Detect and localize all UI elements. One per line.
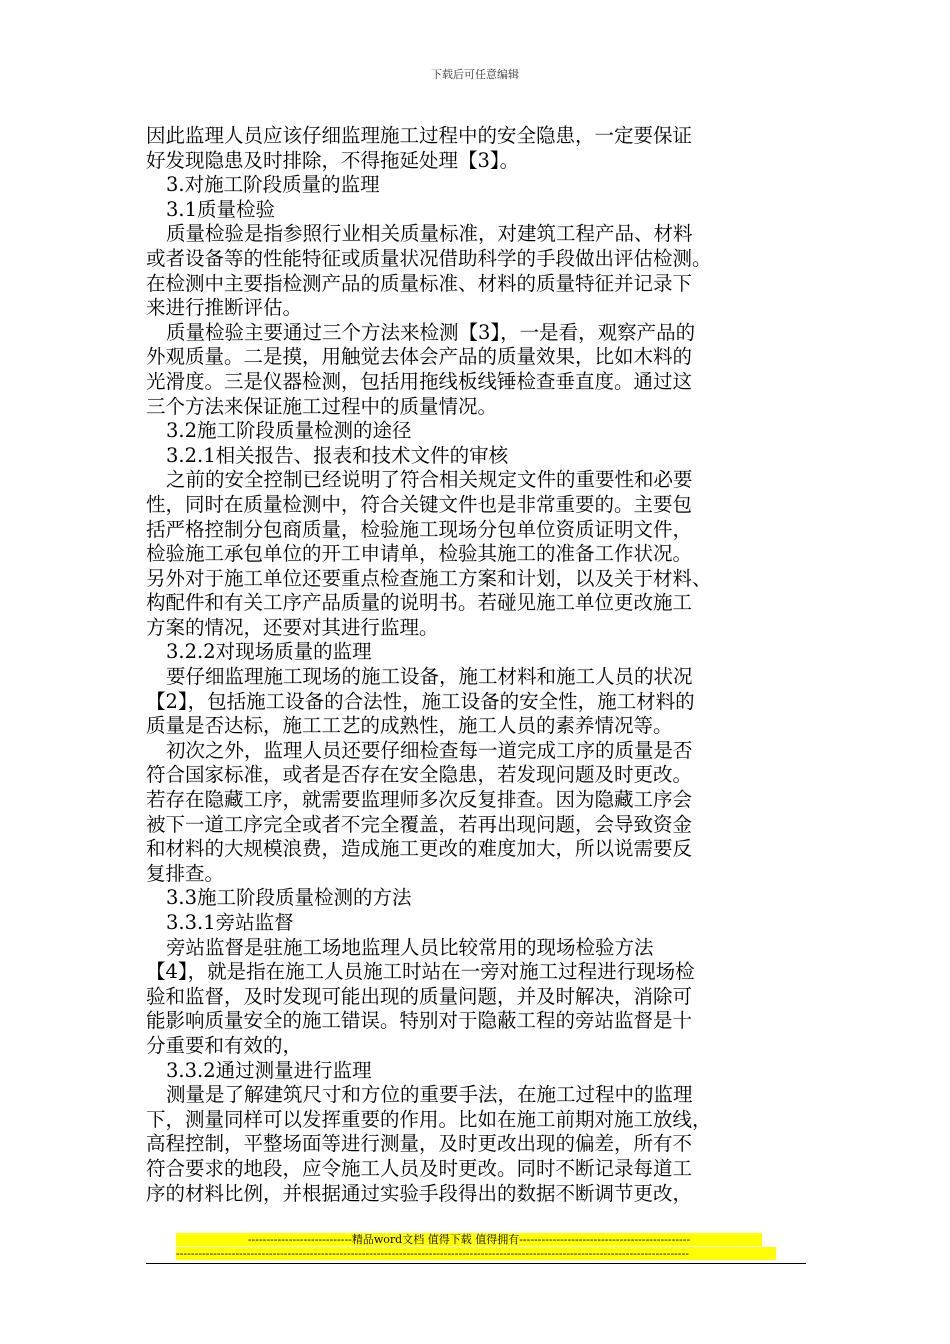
text-line: 性，同时在质量检测中，符合关键文件也是非常重要的。主要包 <box>146 492 693 516</box>
text-line: 之前的安全控制已经说明了符合相关规定文件的重要性和必要 <box>166 468 693 492</box>
text-line: 括严格控制分包商质量，检验施工现场分包单位资质证明文件， <box>146 517 693 541</box>
text-line: 下，测量同样可以发挥重要的作用。比如在施工前期对施工放线， <box>146 1107 712 1131</box>
text-line: 【4】，就是指在施工人员施工时站在一旁对施工过程进行现场检 <box>146 960 695 984</box>
text-line: 质量检验是指参照行业相关质量标准，对建筑工程产品、材料 <box>166 222 693 246</box>
text-line: 来进行推断评估。 <box>146 296 303 320</box>
text-line: 能影响质量安全的施工错误。特别对于隐蔽工程的旁站监督是十 <box>146 1009 693 1033</box>
text-line: 符合国家标准，或者是否存在安全隐患，若发现问题及时更改。 <box>146 763 693 787</box>
text-line: 另外对于施工单位还要重点检查施工方案和计划，以及关于材料、 <box>146 566 712 590</box>
footer-banner: ----------------------------精品word文档 值得下载 值得拥有---------------------------------------------- <box>176 1233 762 1246</box>
text-line: 序的材料比例，并根据通过实验手段得出的数据不断调节更改， <box>146 1181 693 1205</box>
text-line: 3.2.2对现场质量的监理 <box>166 640 372 664</box>
text-line: 光滑度。三是仪器检测，包括用拖线板线锤检查垂直度。通过这 <box>146 369 693 393</box>
text-line: 符合要求的地段，应令施工人员及时更改。同时不断记录每道工 <box>146 1156 693 1180</box>
document-body <box>146 124 806 1206</box>
text-line: 或者设备等的性能特征或质量状况借助科学的手段做出评估检测。 <box>146 246 712 270</box>
text-line: 验和监督，及时发现可能出现的质量问题，并及时解决，消除可 <box>146 984 693 1008</box>
text-line: 外观质量。二是摸，用触觉去体会产品的质量效果，比如木料的 <box>146 345 693 369</box>
text-line: 3.对施工阶段质量的监理 <box>166 173 380 197</box>
text-line: 要仔细监理施工现场的施工设备，施工材料和施工人员的状况 <box>166 665 693 689</box>
text-line: 因此监理人员应该仔细监理施工过程中的安全隐患，一定要保证 <box>146 124 693 147</box>
text-line: 方案的情况，还要对其进行监理。 <box>146 615 439 639</box>
text-line: 高程控制，平整场面等进行测量，及时更改出现的偏差，所有不 <box>146 1132 693 1156</box>
text-line: 初次之外，监理人员还要仔细检查每一道完成工序的质量是否 <box>166 738 693 762</box>
text-line: 分重要和有效的， <box>146 1033 303 1057</box>
text-line: 3.3.1旁站监督 <box>166 911 294 934</box>
text-line: 3.3.2通过测量进行监理 <box>166 1058 372 1082</box>
text-line: 测量是了解建筑尺寸和方位的重要手法，在施工过程中的监理 <box>166 1083 693 1107</box>
text-line: 【2】，包括施工设备的合法性，施工设备的安全性，施工材料的 <box>146 689 695 713</box>
text-line: 构配件和有关工序产品质量的说明书。若碰见施工单位更改施工 <box>146 591 693 615</box>
text-line: 旁站监督是驻施工场地监理人员比较常用的现场检验方法 <box>166 935 654 959</box>
text-line: 3.3施工阶段质量检测的方法 <box>166 886 412 910</box>
text-line: 检验施工承包单位的开工申请单，检验其施工的准备工作状况。 <box>146 542 693 566</box>
text-line: 3.2施工阶段质量检测的途径 <box>166 419 412 443</box>
footer-dashes: ------------------------------------------------------------------------------------------------------------------------------------------ <box>176 1247 776 1260</box>
footer-divider <box>146 1263 806 1264</box>
text-line: 3.1质量检验 <box>166 197 276 221</box>
text-line: 若存在隐藏工序，就需要监理师多次反复排查。因为隐藏工序会 <box>146 788 693 812</box>
text-line: 在检测中主要指检测产品的质量标准、材料的质量特征并记录下 <box>146 271 693 295</box>
text-line: 三个方法来保证施工过程中的质量情况。 <box>146 394 498 418</box>
text-line: 复排查。 <box>146 861 225 885</box>
text-line: 好发现隐患及时排除，不得拖延处理【3】。 <box>146 148 520 172</box>
text-line: 3.2.1相关报告、报表和技术文件的审核 <box>166 443 509 467</box>
text-line: 和材料的大规模浪费，造成施工更改的难度加大，所以说需要反 <box>146 837 693 861</box>
text-line: 质量检验主要通过三个方法来检测【3】，一是看，观察产品的 <box>166 320 696 344</box>
page-header: 下载后可任意编辑 <box>431 68 519 81</box>
text-line: 质量是否达标，施工工艺的成熟性，施工人员的素养情况等。 <box>146 714 673 738</box>
text-line: 被下一道工序完全或者不完全覆盖，若再出现问题，会导致资金 <box>146 812 693 836</box>
